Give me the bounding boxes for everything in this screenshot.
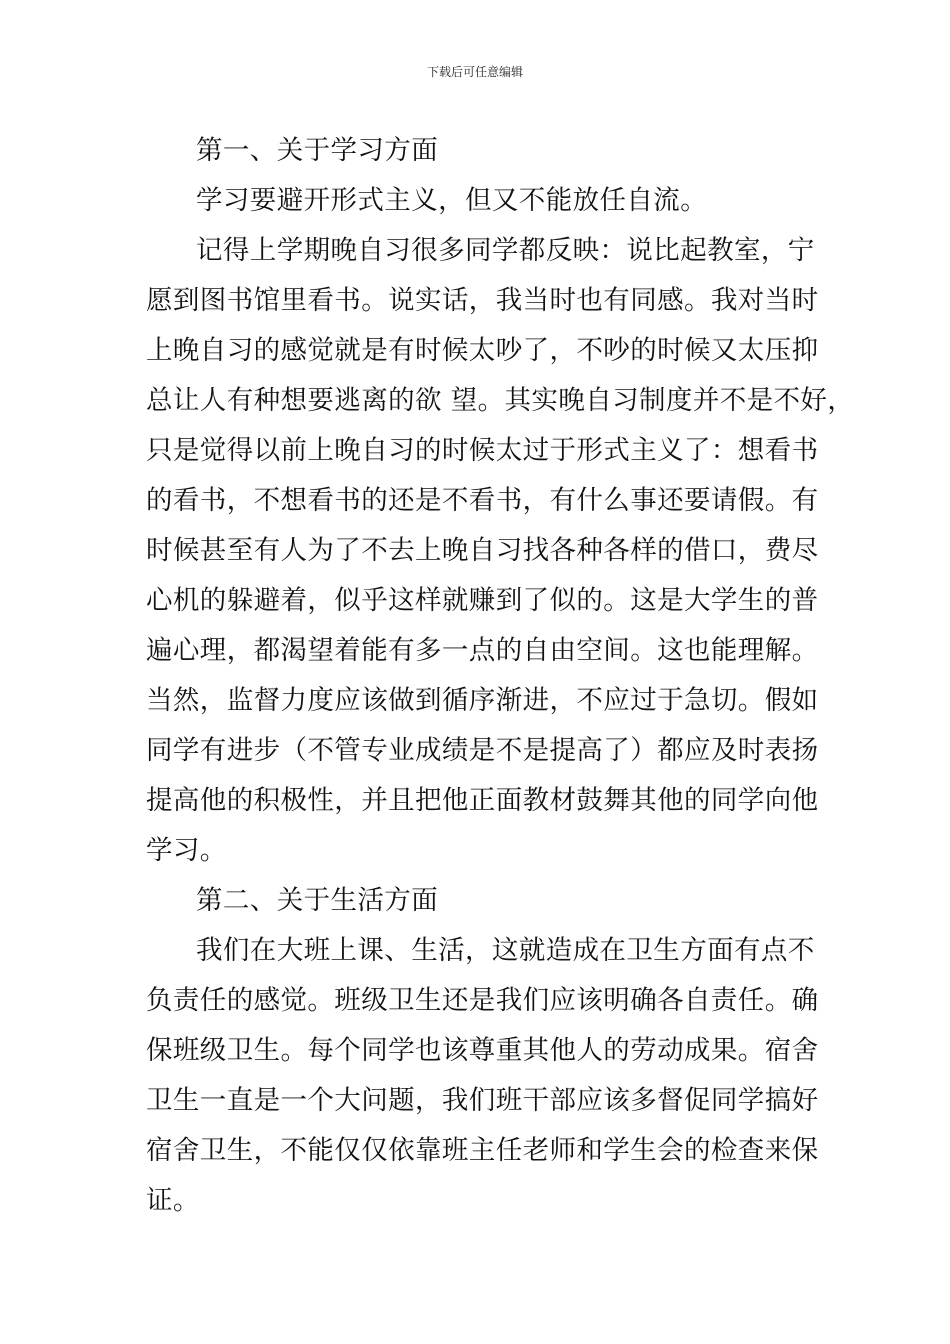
paragraph-line: 我们在大班上课、生活，这就造成在卫生方面有点不: [196, 935, 815, 966]
paragraph-line: 总让人有种想要逃离的欲 望。其实晚自习制度并不是不好，: [146, 385, 855, 416]
paragraph-line: 卫生一直是一个大问题，我们班干部应该多督促同学搞好: [146, 1085, 819, 1116]
paragraph-line: 记得上学期晚自习很多同学都反映：说比起教室，宁: [196, 235, 815, 266]
section-heading-life: 第二、关于生活方面: [196, 885, 439, 916]
paragraph-line: 的看书，不想看书的还是不看书，有什么事还要请假。有: [146, 485, 819, 516]
paragraph-line: 宿舍卫生，不能仅仅依靠班主任老师和学生会的检查来保: [146, 1135, 819, 1166]
paragraph-line: 时候甚至有人为了不去上晚自习找各种各样的借口，费尽: [146, 535, 819, 566]
paragraph-line: 提高他的积极性，并且把他正面教材鼓舞其他的同学向他: [146, 785, 819, 816]
document-body: [146, 126, 855, 1226]
paragraph-line: 上晚自习的感觉就是有时候太吵了，不吵的时候又太压抑: [146, 335, 819, 366]
paragraph-line: 当然，监督力度应该做到循序渐进，不应过于急切。假如: [146, 685, 819, 716]
paragraph-line: 证。: [146, 1185, 200, 1216]
paragraph-line: 只是觉得以前上晚自习的时候太过于形式主义了：想看书: [146, 435, 819, 466]
paragraph-line: 同学有进步（不管专业成绩是不是提高了）都应及时表扬: [146, 735, 819, 766]
paragraph-line: 心机的躲避着，似乎这样就赚到了似的。这是大学生的普: [146, 585, 819, 616]
paragraph-line: 愿到图书馆里看书。说实话，我当时也有同感。我对当时: [146, 285, 819, 316]
paragraph-line: 学习要避开形式主义，但又不能放任自流。: [196, 185, 708, 216]
section-heading-study: 第一、关于学习方面: [196, 135, 439, 166]
page-header-note: 下载后可任意编辑: [426, 65, 523, 79]
paragraph-line: 遍心理，都渴望着能有多一点的自由空间。这也能理解。: [146, 635, 819, 666]
paragraph-line: 学习。: [146, 835, 227, 866]
paragraph-line: 保班级卫生。每个同学也该尊重其他人的劳动成果。宿舍: [146, 1035, 819, 1066]
paragraph-line: 负责任的感觉。班级卫生还是我们应该明确各自责任。确: [146, 985, 819, 1016]
